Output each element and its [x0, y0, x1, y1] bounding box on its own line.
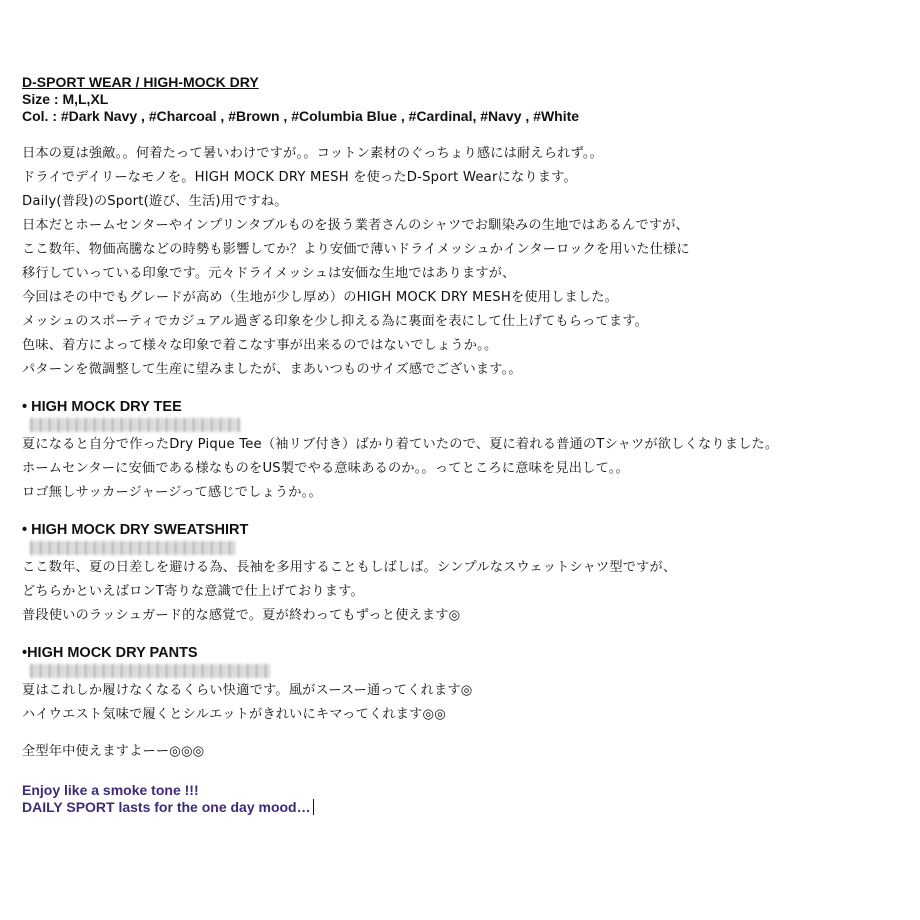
product-header: [22, 74, 902, 125]
blurred-subtitle: [30, 418, 240, 432]
section-line: ホームセンターに安価である様なものをUS製でやる意味あるのか。。ってところに意味を見出して。。: [22, 461, 629, 476]
size-info: Size : M,L,XL: [22, 91, 109, 107]
color-info: Col. : #Dark Navy , #Charcoal , #Brown , #Columbia Blue , #Cardinal, #Navy , #White: [22, 108, 580, 124]
tagline-line-2-text: DAILY SPORT lasts for the one day mood…: [22, 799, 311, 815]
text-cursor: [313, 799, 314, 815]
tagline-line-1: Enjoy like a smoke tone !!!: [22, 782, 199, 798]
section-pants: [22, 644, 902, 727]
section-line: どちらかといえばロンT寄りな意識で仕上げております。: [22, 584, 364, 599]
section-title: • HIGH MOCK DRY SWEATSHIRT: [22, 522, 249, 538]
intro-line: 日本だとホームセンターやインプリンタブルものを扱う業者さんのシャツでお馴染みの生地ではあるんですが、: [22, 218, 689, 233]
section-line: ハイウエスト気味で履くとシルエットがきれいにキマってくれます◎◎: [22, 707, 446, 722]
section-title: • HIGH MOCK DRY TEE: [22, 399, 182, 415]
section-title: •HIGH MOCK DRY PANTS: [22, 645, 198, 661]
intro-line: ドライでデイリーなモノを。HIGH MOCK DRY MESH を使ったD-Sport Wearになります。: [22, 170, 577, 185]
intro-line: ここ数年、物価高騰などの時勢も影響してか？より安価で薄いドライメッシュかインターロックを用いた仕様に: [22, 242, 690, 257]
section-tee: [22, 398, 902, 505]
section-line: ここ数年、夏の日差しを避ける為、長袖を多用することもしばしば。シンプルなスウェットシャツ型ですが、: [22, 560, 677, 575]
footer-tagline: [22, 782, 902, 816]
product-title: D-SPORT WEAR / HIGH-MOCK DRY: [22, 74, 259, 90]
section-line: 普段使いのラッシュガード的な感覚で。夏が終わってもずっと使えます◎: [22, 608, 461, 623]
closing-line: 全型年中使えますよーー◎◎◎: [22, 744, 205, 759]
section-line: 夏になると自分で作ったDry Pique Tee（袖リブ付き）ばかり着ていたので、夏に着れる普通のTシャツが欲しくなりました。: [22, 437, 779, 452]
blurred-subtitle: [30, 541, 235, 555]
section-line: ロゴ無しサッカージャージって感じでしょうか。。: [22, 485, 322, 500]
blurred-subtitle: [30, 664, 270, 678]
intro-line: 色味、着方によって様々な印象で着こなす事が出来るのではないでしょうか。。: [22, 338, 498, 353]
section-sweatshirt: [22, 521, 902, 628]
intro-line: パターンを微調整して生産に望みましたが、まあいつものサイズ感でございます。。: [22, 362, 522, 377]
intro-line: 移行していっている印象です。元々ドライメッシュは安価な生地ではありますが、: [22, 266, 516, 281]
intro-line: 今回はその中でもグレードが高め（生地が少し厚め）のHIGH MOCK DRY MESHを使用しました。: [22, 290, 619, 305]
intro-line: 日本の夏は強敵。。何着たって暑いわけですが。。コットン素材のぐっちょり感には耐えられず。。: [22, 146, 604, 161]
intro-text: [22, 142, 902, 382]
intro-line: Daily(普段)のSport(遊び、生活)用ですね。: [22, 194, 288, 209]
intro-line: メッシュのスポーティでカジュアル過ぎる印象を少し抑える為に裏面を表にして仕上げてもらってます。: [22, 314, 649, 329]
section-line: 夏はこれしか履けなくなるくらい快適です。風がスースー通ってくれます◎: [22, 683, 473, 698]
product-description: [22, 74, 902, 816]
tagline-line-2: [22, 799, 902, 816]
